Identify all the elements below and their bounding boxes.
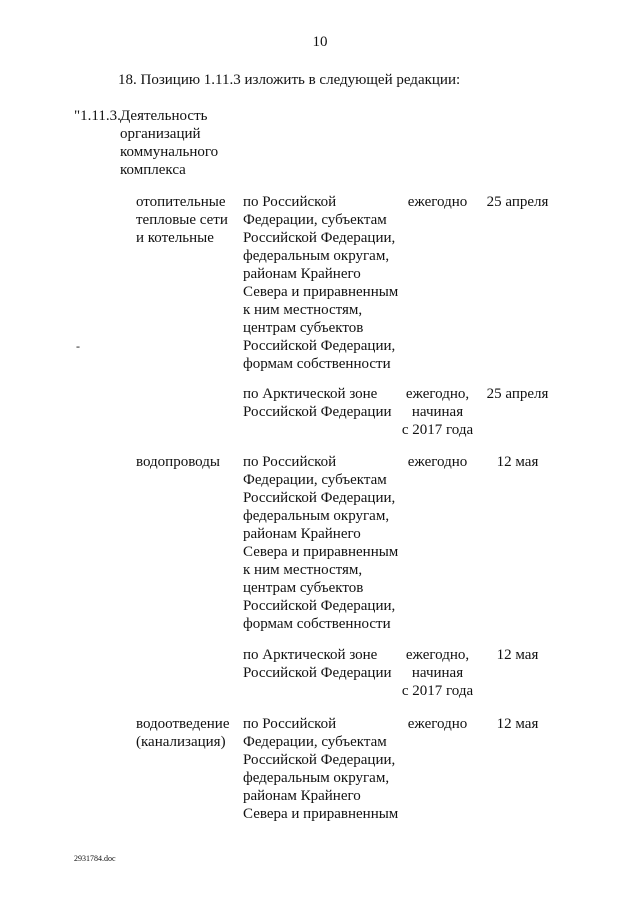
row-scope-line: центрам субъектов bbox=[243, 320, 364, 336]
row-scope-line: формам собственности bbox=[243, 616, 391, 632]
row-scope-cell bbox=[243, 385, 403, 421]
row-frequency-cell bbox=[400, 385, 475, 439]
row-deadline: 12 мая bbox=[496, 647, 539, 663]
row-frequency-cell bbox=[400, 193, 475, 211]
amendment-instruction: 18. Позицию 1.11.3 изложить в следующей редакции: bbox=[118, 72, 461, 88]
row-type-line: тепловые сети bbox=[136, 212, 228, 228]
row-scope-line: Федерации, субъектам bbox=[243, 472, 387, 488]
margin-mark: - bbox=[76, 339, 80, 353]
row-scope-cell bbox=[243, 715, 403, 823]
row-scope-line: Севера и приравненным bbox=[243, 806, 399, 822]
row-scope-line: Российской Федерации, bbox=[243, 752, 396, 768]
row-scope-cell bbox=[243, 193, 403, 373]
row-frequency-line: ежегодно bbox=[407, 454, 468, 470]
row-scope-line: Российской Федерации, bbox=[243, 490, 396, 506]
row-scope-line: Российской Федерации, bbox=[243, 230, 396, 246]
row-frequency-line: с 2017 года bbox=[401, 422, 474, 438]
row-scope-line: Российской Федерации bbox=[243, 404, 392, 420]
row-scope-line: федеральным округам, bbox=[243, 508, 390, 524]
row-scope-cell bbox=[243, 453, 403, 633]
document-footer-code: 2931784.doc bbox=[74, 854, 116, 863]
row-deadline: 12 мая bbox=[496, 716, 539, 732]
row-scope-line: Российской Федерации, bbox=[243, 338, 396, 354]
row-deadline: 25 апреля bbox=[486, 194, 549, 210]
row-scope-line: Федерации, субъектам bbox=[243, 212, 387, 228]
row-frequency-line: начиная bbox=[411, 665, 464, 681]
position-title bbox=[120, 107, 250, 179]
row-type-line: водоотведение bbox=[136, 716, 230, 732]
row-scope-line: формам собственности bbox=[243, 356, 391, 372]
row-frequency-line: ежегодно, bbox=[405, 647, 470, 663]
row-frequency-line: ежегодно bbox=[407, 194, 468, 210]
position-title-line: комплекса bbox=[120, 162, 186, 178]
position-title-line: организаций bbox=[120, 126, 201, 142]
row-scope-cell bbox=[243, 646, 403, 682]
row-type-line: (канализация) bbox=[136, 734, 226, 750]
row-scope-line: Российской Федерации, bbox=[243, 598, 396, 614]
row-scope-line: по Российской bbox=[243, 716, 337, 732]
position-code: "1.11.3. bbox=[74, 108, 121, 124]
row-frequency-cell bbox=[400, 715, 475, 733]
row-frequency-line: с 2017 года bbox=[401, 683, 474, 699]
row-scope-line: по Российской bbox=[243, 194, 337, 210]
row-scope-line: федеральным округам, bbox=[243, 248, 390, 264]
row-type-line: отопительные bbox=[136, 194, 226, 210]
row-scope-line: Севера и приравненным bbox=[243, 284, 399, 300]
row-scope-line: центрам субъектов bbox=[243, 580, 364, 596]
row-type-line: и котельные bbox=[136, 230, 214, 246]
row-type-line: водопроводы bbox=[136, 454, 220, 470]
row-frequency-cell bbox=[400, 646, 475, 700]
position-title-line: коммунального bbox=[120, 144, 219, 160]
row-scope-line: федеральным округам, bbox=[243, 770, 390, 786]
row-scope-line: по Арктической зоне bbox=[243, 386, 378, 402]
row-type-cell bbox=[136, 715, 236, 751]
row-scope-line: по Российской bbox=[243, 454, 337, 470]
row-scope-line: к ним местностям, bbox=[243, 302, 363, 318]
row-scope-line: районам Крайнего bbox=[243, 266, 361, 282]
row-frequency-line: ежегодно bbox=[407, 716, 468, 732]
row-scope-line: Федерации, субъектам bbox=[243, 734, 387, 750]
row-type-cell bbox=[136, 193, 236, 247]
row-scope-line: по Арктической зоне bbox=[243, 647, 378, 663]
page-number: 10 bbox=[312, 34, 328, 50]
position-title-line: Деятельность bbox=[120, 108, 208, 124]
row-frequency-line: ежегодно, bbox=[405, 386, 470, 402]
row-frequency-line: начиная bbox=[411, 404, 464, 420]
row-scope-line: Севера и приравненным bbox=[243, 544, 399, 560]
row-deadline: 12 мая bbox=[496, 454, 539, 470]
row-frequency-cell bbox=[400, 453, 475, 471]
row-type-cell bbox=[136, 453, 236, 471]
row-scope-line: районам Крайнего bbox=[243, 788, 361, 804]
row-scope-line: к ним местностям, bbox=[243, 562, 363, 578]
row-deadline: 25 апреля bbox=[486, 386, 549, 402]
row-scope-line: Российской Федерации bbox=[243, 665, 392, 681]
row-scope-line: районам Крайнего bbox=[243, 526, 361, 542]
